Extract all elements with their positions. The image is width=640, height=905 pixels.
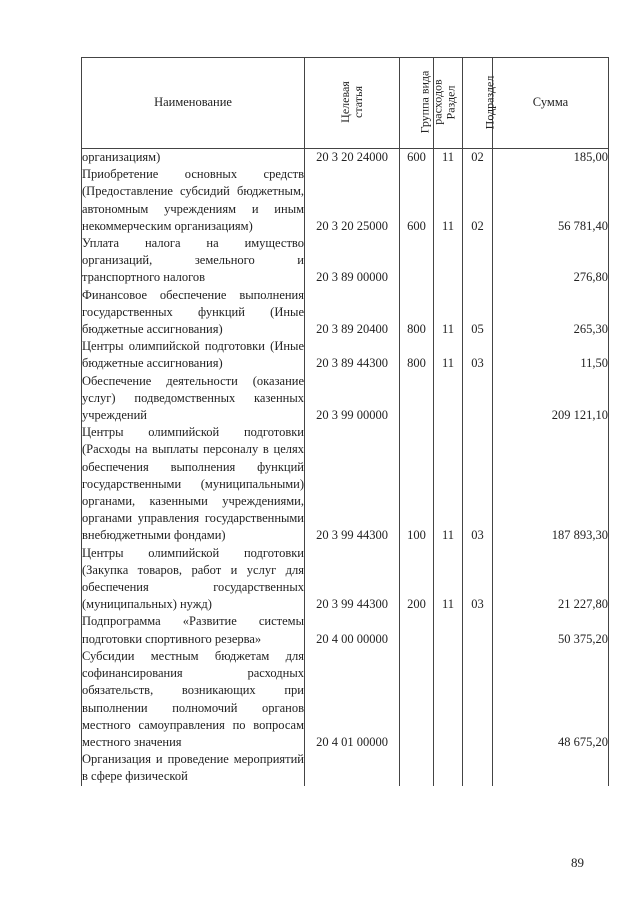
cell-subsection: 02 — [463, 166, 493, 235]
cell-subsection — [463, 751, 493, 785]
table-row — [82, 613, 609, 647]
cell-target-article: 20 3 99 44300 — [305, 424, 400, 544]
cell-sum: 276,80 — [493, 235, 609, 287]
table-row — [82, 648, 609, 751]
cell-subsection — [463, 235, 493, 287]
cell-name: Приобретение основных средств (Предоставление субсидий бюджетным, автономным учреждениям и иным некоммерческим организациям) — [82, 166, 305, 235]
cell-sum: 56 781,40 — [493, 166, 609, 235]
cell-name: Центры олимпийской подготовки (Расходы на выплаты персоналу в целях обеспечения выполнения функций государственными (муниципальными) органами, казенными учреждениями, органами управления государственными внебюджетными фондами) — [82, 424, 305, 544]
cell-target-article: 20 3 89 44300 — [305, 338, 400, 372]
table-row — [82, 373, 609, 425]
header-subsection: Подраздел — [463, 58, 493, 149]
cell-section — [434, 613, 463, 647]
budget-table — [81, 57, 609, 786]
cell-subsection: 02 — [463, 149, 493, 167]
cell-expense-group: 200 — [400, 545, 434, 614]
cell-sum: 187 893,30 — [493, 424, 609, 544]
cell-expense-group: 600 — [400, 166, 434, 235]
cell-subsection: 05 — [463, 287, 493, 339]
table-row — [82, 166, 609, 235]
cell-name: Обеспечение деятельности (оказание услуг) подведомственных казенных учреждений — [82, 373, 305, 425]
cell-expense-group — [400, 648, 434, 751]
cell-name: Организация и проведение мероприятий в сфере физической — [82, 751, 305, 785]
cell-subsection — [463, 373, 493, 425]
cell-target-article: 20 4 00 00000 — [305, 613, 400, 647]
cell-expense-group: 100 — [400, 424, 434, 544]
header-expense-group: Группа вида расходов — [400, 58, 434, 149]
cell-subsection: 03 — [463, 424, 493, 544]
table-row — [82, 235, 609, 287]
cell-target-article: 20 3 20 24000 — [305, 149, 400, 167]
cell-section — [434, 751, 463, 785]
header-target-article: Целевая статья — [305, 58, 400, 149]
cell-subsection — [463, 648, 493, 751]
page-number: 89 — [571, 855, 584, 870]
cell-sum: 209 121,10 — [493, 373, 609, 425]
cell-sum: 48 675,20 — [493, 648, 609, 751]
cell-subsection: 03 — [463, 545, 493, 614]
cell-section: 11 — [434, 424, 463, 544]
cell-target-article — [305, 751, 400, 785]
header-section: Раздел — [434, 58, 463, 149]
header-sum: Сумма — [493, 58, 609, 149]
cell-expense-group: 800 — [400, 338, 434, 372]
cell-section: 11 — [434, 338, 463, 372]
table-row — [82, 751, 609, 785]
cell-section — [434, 235, 463, 287]
cell-expense-group — [400, 613, 434, 647]
cell-target-article: 20 3 99 44300 — [305, 545, 400, 614]
cell-section: 11 — [434, 149, 463, 167]
cell-expense-group — [400, 751, 434, 785]
cell-subsection — [463, 613, 493, 647]
cell-expense-group: 800 — [400, 287, 434, 339]
cell-sum: 50 375,20 — [493, 613, 609, 647]
cell-section: 11 — [434, 287, 463, 339]
cell-name: организациям) — [82, 149, 305, 167]
cell-sum: 21 227,80 — [493, 545, 609, 614]
table-row — [82, 149, 609, 167]
cell-sum: 11,50 — [493, 338, 609, 372]
table-row — [82, 545, 609, 614]
cell-name: Финансовое обеспечение выполнения государственных функций (Иные бюджетные ассигнования) — [82, 287, 305, 339]
cell-name: Центры олимпийской подготовки (Иные бюджетные ассигнования) — [82, 338, 305, 372]
cell-expense-group: 600 — [400, 149, 434, 167]
cell-expense-group — [400, 373, 434, 425]
cell-target-article: 20 3 99 00000 — [305, 373, 400, 425]
cell-expense-group — [400, 235, 434, 287]
cell-name: Подпрограмма «Развитие системы подготовки спортивного резерва» — [82, 613, 305, 647]
cell-name: Уплата налога на имущество организаций, земельного и транспортного налогов — [82, 235, 305, 287]
cell-sum: 265,30 — [493, 287, 609, 339]
cell-sum: 185,00 — [493, 149, 609, 167]
cell-name: Центры олимпийской подготовки (Закупка товаров, работ и услуг для обеспечения государственных (муниципальных) нужд) — [82, 545, 305, 614]
cell-section — [434, 373, 463, 425]
cell-name: Субсидии местным бюджетам для софинансирования расходных обязательств, возникающих при выполнении полномочий органов местного самоуправления по вопросам местного значения — [82, 648, 305, 751]
cell-target-article: 20 3 89 20400 — [305, 287, 400, 339]
cell-section — [434, 648, 463, 751]
cell-target-article: 20 3 20 25000 — [305, 166, 400, 235]
header-name: Наименование — [82, 58, 305, 149]
cell-target-article: 20 4 01 00000 — [305, 648, 400, 751]
table-row — [82, 424, 609, 544]
cell-section: 11 — [434, 545, 463, 614]
cell-sum — [493, 751, 609, 785]
table-row — [82, 287, 609, 339]
table-header-row — [82, 58, 609, 149]
cell-section: 11 — [434, 166, 463, 235]
cell-subsection: 03 — [463, 338, 493, 372]
table-row — [82, 338, 609, 372]
cell-target-article: 20 3 89 00000 — [305, 235, 400, 287]
